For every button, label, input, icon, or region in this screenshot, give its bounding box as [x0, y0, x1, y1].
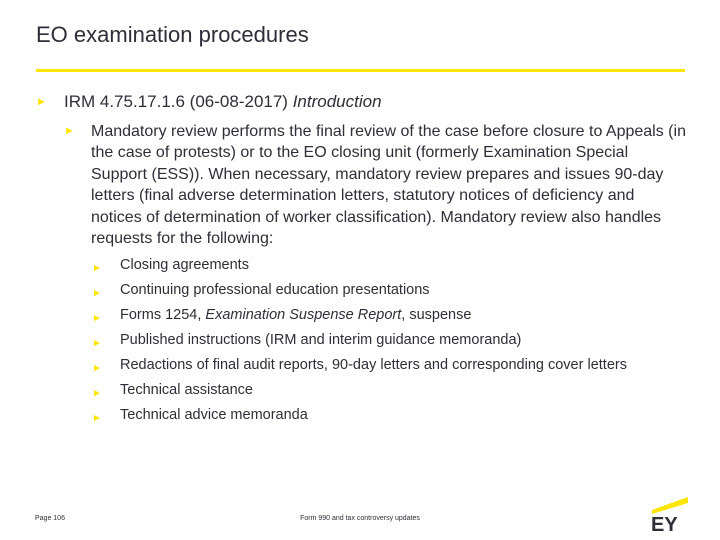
list-item-text: Technical advice memoranda [120, 407, 308, 423]
bullet-arrow-icon: ► [92, 288, 102, 299]
bullet-arrow-icon: ► [92, 338, 102, 349]
list-item [92, 256, 652, 275]
list-item [92, 306, 652, 325]
list-item [92, 406, 652, 425]
list-item [92, 331, 652, 350]
form-title-text: Examination Suspense Report [205, 307, 402, 323]
irm-section-title: Introduction [292, 92, 382, 111]
list-item [92, 281, 652, 300]
level1-text [64, 92, 686, 112]
title-divider [36, 69, 685, 72]
bullet-arrow-icon: ► [64, 125, 75, 137]
list-item-text: Published instructions (IRM and interim guidance memoranda) [120, 332, 522, 348]
bullet-arrow-icon: ► [92, 413, 102, 424]
level1-bullet-item [36, 92, 686, 112]
bullet-arrow-icon: ► [92, 363, 102, 374]
level2-bullet-item [64, 121, 686, 249]
irm-reference: IRM 4.75.17.1.6 (06-08-2017) [64, 92, 293, 111]
list-item-text: Closing agreements [120, 257, 249, 273]
list-item [92, 356, 652, 375]
footer-title: Form 990 and tax controversy updates [300, 515, 420, 522]
slide-title: EO examination procedures [36, 22, 309, 47]
list-item [92, 381, 652, 400]
request-types-list [92, 256, 652, 431]
page-number: Page 106 [35, 515, 65, 522]
list-item-text: Technical assistance [120, 382, 253, 398]
bullet-arrow-icon: ► [92, 263, 102, 274]
ey-logo [650, 494, 690, 532]
bullet-arrow-icon: ► [92, 313, 102, 324]
ey-logo-beam [652, 497, 688, 514]
list-item-text [120, 306, 652, 325]
form-suffix-text: , suspense [401, 307, 472, 323]
bullet-arrow-icon: ► [36, 96, 47, 108]
form-number-text: Forms 1254, [120, 307, 206, 323]
bullet-arrow-icon: ► [92, 388, 102, 399]
mandatory-review-paragraph: Mandatory review performs the final review of the case before closure to Appeals (in the case of protests) or to the EO closing unit (formerly Examination Special Support (ESS)). When necessary, mandatory review prepares and issues 90-day letters (final adverse determination letters, statutory notices of deficiency and notices of determination of worker classification). Mandatory review also handles requests for the following: [91, 123, 686, 248]
list-item-text: Continuing professional education presentations [120, 282, 430, 298]
ey-logo-text: EY [651, 514, 678, 532]
list-item-text: Redactions of final audit reports, 90-day letters and corresponding cover letters [120, 357, 627, 373]
